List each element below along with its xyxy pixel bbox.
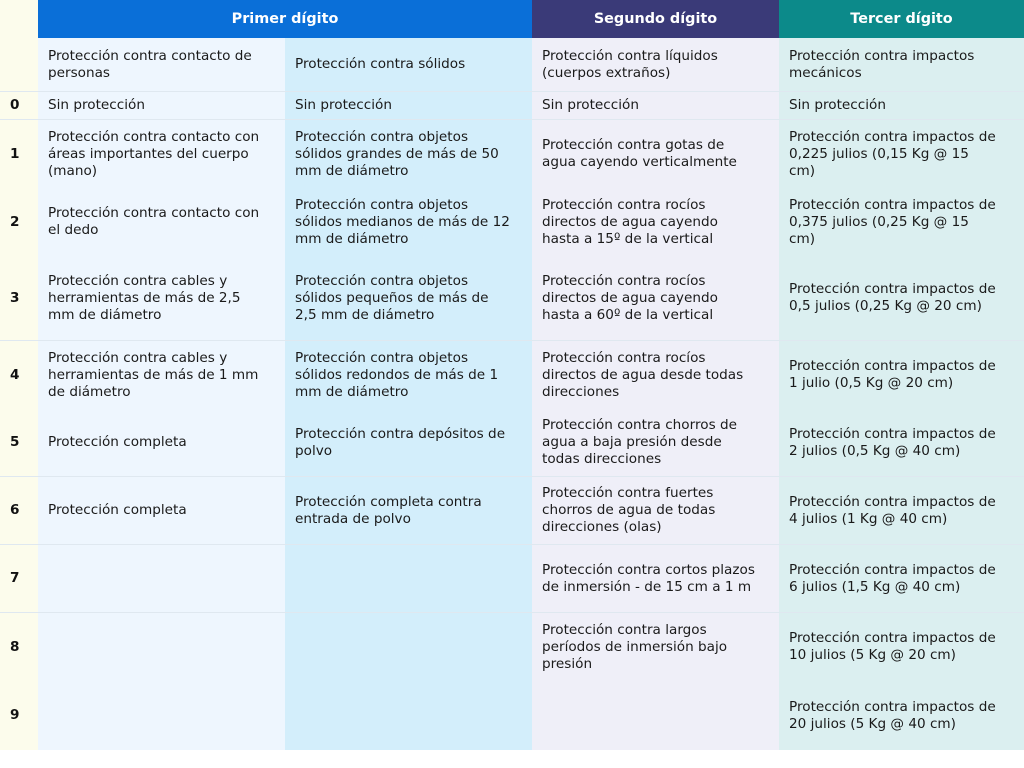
row-number: 1 [0,120,38,188]
row-number: 3 [0,256,38,341]
cell-liquids: Protección contra cortos plazos de inmersión - de 15 cm a 1 m [532,545,779,613]
cell-liquids: Protección contra gotas de agua cayendo verticalmente [532,120,779,188]
cell-contact [38,613,285,681]
row-number: 9 [0,681,38,750]
cell-liquids: Protección contra fuertes chorros de agua de todas direcciones (olas) [532,477,779,545]
cell-liquids: Protección contra chorros de agua a baja presión desde todas direcciones [532,409,779,477]
column-desc-liquids: Protección contra líquidos (cuerpos extraños) [532,38,779,92]
cell-impacts: Protección contra impactos de 20 julios (5 Kg @ 40 cm) [779,681,1024,750]
cell-contact: Protección contra contacto con áreas importantes del cuerpo (mano) [38,120,285,188]
row-number: 5 [0,409,38,477]
header-corner [0,0,38,38]
cell-contact: Protección contra contacto con el dedo [38,188,285,256]
cell-impacts: Sin protección [779,92,1024,120]
row-number: 6 [0,477,38,545]
column-desc-solids: Protección contra sólidos [285,38,532,92]
column-desc-contact: Protección contra contacto de personas [38,38,285,92]
cell-contact: Protección completa [38,409,285,477]
cell-contact: Sin protección [38,92,285,120]
cell-impacts: Protección contra impactos de 6 julios (1,5 Kg @ 40 cm) [779,545,1024,613]
cell-solids: Sin protección [285,92,532,120]
cell-solids: Protección contra objetos sólidos redondos de más de 1 mm de diámetro [285,341,532,409]
row-number: 0 [0,92,38,120]
cell-contact [38,545,285,613]
cell-solids: Protección contra depósitos de polvo [285,409,532,477]
row-number: 7 [0,545,38,613]
cell-contact: Protección completa [38,477,285,545]
column-desc-impacts: Protección contra impactos mecánicos [779,38,1024,92]
cell-solids: Protección contra objetos sólidos pequeños de más de 2,5 mm de diámetro [285,256,532,341]
cell-solids: Protección contra objetos sólidos medianos de más de 12 mm de diámetro [285,188,532,256]
header-second-digit: Segundo dígito [532,0,779,38]
cell-solids [285,681,532,750]
cell-contact [38,681,285,750]
cell-liquids: Protección contra rocíos directos de agua cayendo hasta a 60º de la vertical [532,256,779,341]
row-number: 4 [0,341,38,409]
cell-solids [285,613,532,681]
header-third-digit: Tercer dígito [779,0,1024,38]
cell-impacts: Protección contra impactos de 0,5 julios (0,25 Kg @ 20 cm) [779,256,1024,341]
cell-liquids: Protección contra rocíos directos de agua cayendo hasta a 15º de la vertical [532,188,779,256]
row-number: 8 [0,613,38,681]
cell-impacts: Protección contra impactos de 2 julios (0,5 Kg @ 40 cm) [779,409,1024,477]
row-number: 2 [0,188,38,256]
cell-liquids [532,681,779,750]
cell-impacts: Protección contra impactos de 0,375 julios (0,25 Kg @ 15 cm) [779,188,1024,256]
cell-contact: Protección contra cables y herramientas de más de 1 mm de diámetro [38,341,285,409]
cell-liquids: Sin protección [532,92,779,120]
cell-liquids: Protección contra rocíos directos de agua desde todas direcciones [532,341,779,409]
cell-liquids: Protección contra largos períodos de inmersión bajo presión [532,613,779,681]
cell-solids: Protección contra objetos sólidos grandes de más de 50 mm de diámetro [285,120,532,188]
column-desc-number [0,38,38,92]
header-first-digit: Primer dígito [38,0,532,38]
cell-solids [285,545,532,613]
cell-impacts: Protección contra impactos de 1 julio (0,5 Kg @ 20 cm) [779,341,1024,409]
cell-impacts: Protección contra impactos de 0,225 julios (0,15 Kg @ 15 cm) [779,120,1024,188]
cell-solids: Protección completa contra entrada de polvo [285,477,532,545]
cell-impacts: Protección contra impactos de 10 julios (5 Kg @ 20 cm) [779,613,1024,681]
cell-contact: Protección contra cables y herramientas de más de 2,5 mm de diámetro [38,256,285,341]
cell-impacts: Protección contra impactos de 4 julios (1 Kg @ 40 cm) [779,477,1024,545]
